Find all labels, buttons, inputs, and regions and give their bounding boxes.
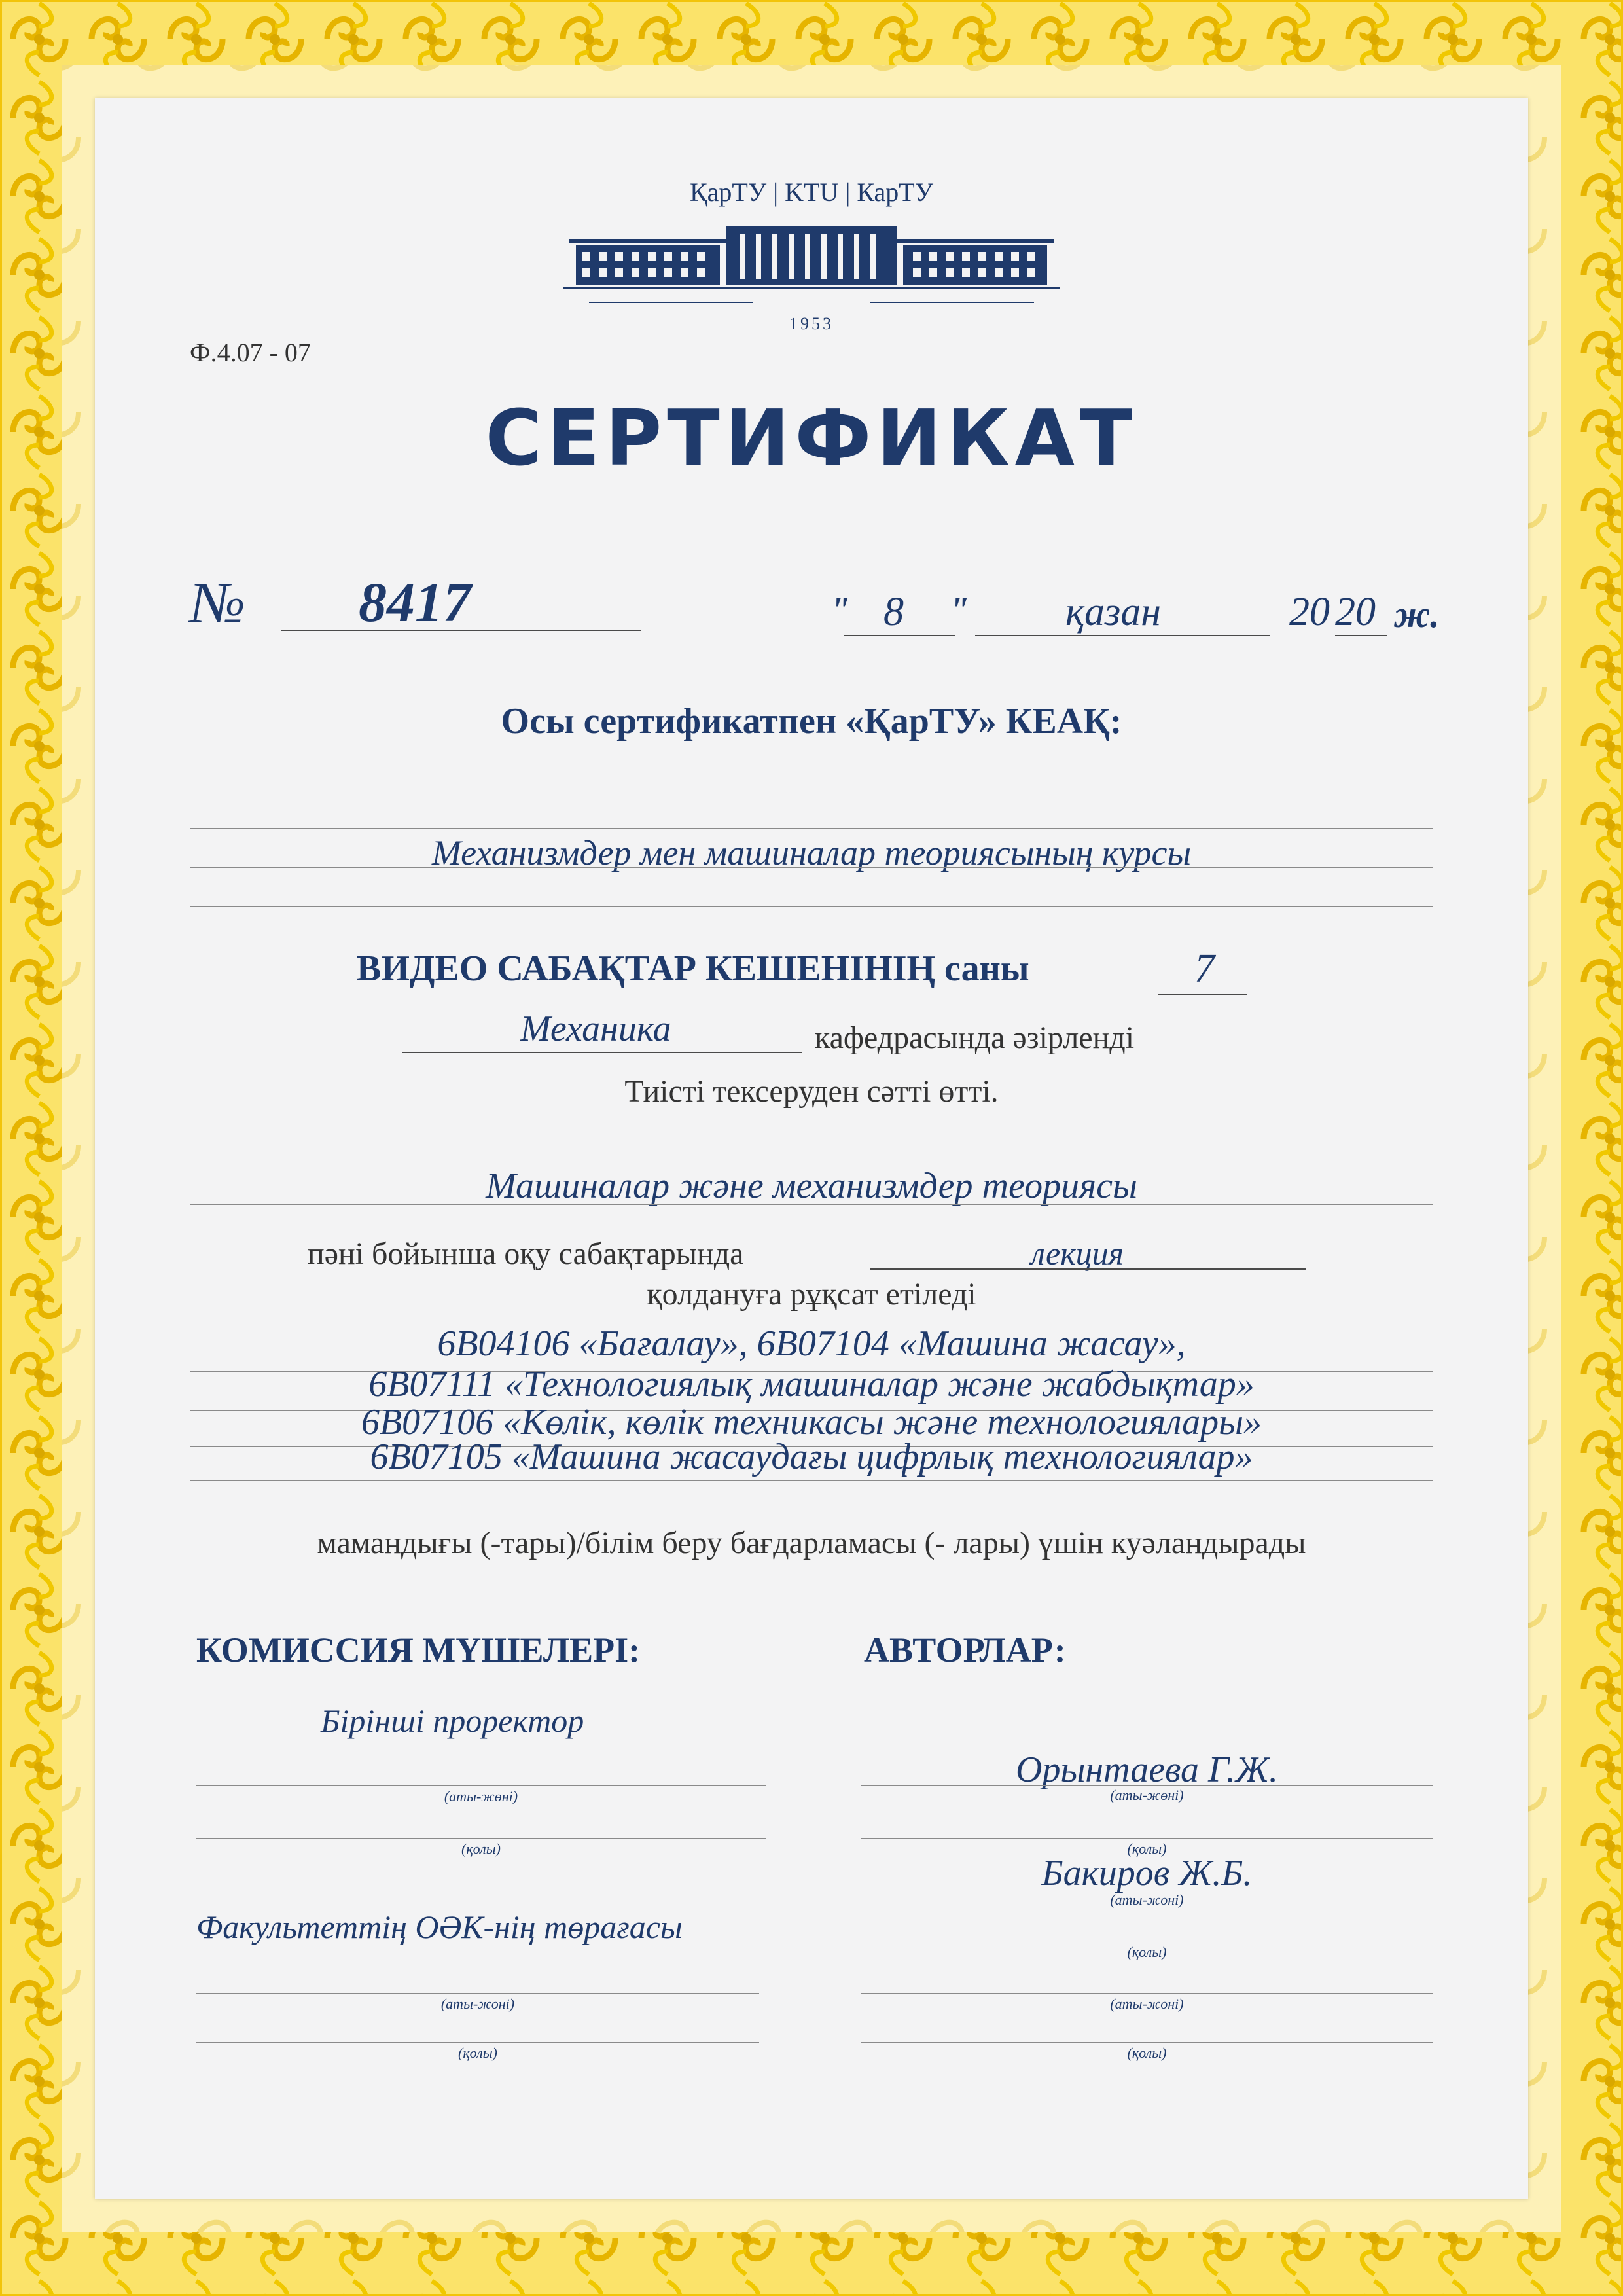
role2-name-caption: (аты-жөні) [440,1996,515,2012]
author2-sign-caption: (қолы) [1127,1944,1167,1960]
author-2-name: Бакиров Ж.Б. [1041,1853,1253,1893]
program-4: 6В07105 «Машина жасаудағы цифрлық технологиялар» [370,1437,1253,1477]
form-code: Ф.4.07 - 07 [190,338,311,367]
department-underline [402,1052,802,1053]
program-1: 6В04106 «Бағалау», 6В07104 «Машина жасау», [437,1323,1186,1364]
date-open-quote: " [830,590,851,630]
certificate-title: СЕРТИФИКАТ [485,393,1138,483]
year-underline [1335,635,1387,636]
founding-year: 1953 [789,314,834,333]
role2-sign-line [196,2042,759,2043]
author3-name-caption: (аты-жөні) [1110,1996,1184,2012]
lesson-count: 7 [1194,946,1215,991]
role1-sign-line [196,1838,766,1839]
day-underline [844,635,955,636]
commission-role-1: Бірінші проректор [321,1702,584,1739]
program-2: 6В07111 «Технологиялық машиналар және жабдықтар» [368,1364,1255,1405]
author3-sign-caption: (қолы) [1127,2045,1167,2061]
department-suffix: кафедрасында әзірленді [815,1020,1135,1055]
check-text: Тиісті тексеруден сәтті өтті. [624,1074,999,1109]
usage-prefix: пәні бойынша оқу сабақтарында [308,1236,744,1271]
author3-sign-line [861,2042,1433,2043]
commission-heading: КОМИССИЯ МҮШЕЛЕРІ: [196,1630,641,1670]
role2-sign-caption: (қолы) [458,2045,497,2061]
course-line-bottom [190,906,1433,907]
date-close-quote: " [949,590,970,630]
discipline-name: Машиналар және механизмдер теориясы [486,1166,1137,1206]
department-name: Механика [520,1009,671,1049]
course-name: Механизмдер мен машиналар теориясының курсы [431,833,1192,872]
author3-name-line [861,1993,1433,1994]
role1-name-caption: (аты-жөні) [444,1788,518,1804]
role1-sign-caption: (қолы) [461,1840,501,1857]
commission-role-2: Факультеттің ОӘК-нің төрағасы [196,1909,683,1945]
university-building-logo [563,219,1060,308]
number-underline [281,630,641,631]
author-1-name: Орынтаева Г.Ж. [1016,1749,1278,1790]
author1-sign-line [861,1838,1433,1839]
date-year-prefix: 20 [1289,590,1330,634]
programs-footer: мамандығы (-тары)/білім беру бағдарламасы (- лары) үшін куәландырады [317,1526,1306,1560]
number-symbol: № [190,571,245,636]
program-3: 6В07106 «Көлік, көлік техникасы және технологиялары» [361,1402,1262,1443]
authors-heading: АВТОРЛАР: [864,1630,1066,1670]
complex-label: ВИДЕО САБАҚТАР КЕШЕНІНІҢ саны [357,948,1029,989]
author2-name-caption: (аты-жөні) [1110,1892,1184,1908]
lesson-type-underline [870,1268,1306,1270]
author1-name-line [861,1785,1433,1786]
month-underline [975,635,1270,636]
date-day: 8 [883,590,904,634]
discipline-line-bottom [190,1204,1433,1205]
author1-sign-caption: (қолы) [1127,1840,1167,1857]
course-line-mid [190,867,1433,868]
logo-text: ҚарТУ | KTU | КарТУ [689,177,934,207]
date-year-label: ж. [1394,593,1440,636]
intro-text: Осы сертификатпен «ҚарТУ» КЕАҚ: [501,701,1122,742]
role2-name-line [196,1993,759,1994]
author1-name-caption: (аты-жөні) [1110,1787,1184,1803]
program-line-4 [190,1480,1433,1481]
usage-suffix: қолдануға рұқсат етіледі [647,1277,976,1312]
certificate-number: 8417 [359,571,471,634]
course-line-top [190,828,1433,829]
role1-name-line [196,1785,766,1786]
date-month: қазан [1065,590,1161,634]
date-year-suffix: 20 [1335,590,1376,634]
lesson-type: лекция [1031,1235,1124,1272]
count-underline [1158,994,1247,995]
